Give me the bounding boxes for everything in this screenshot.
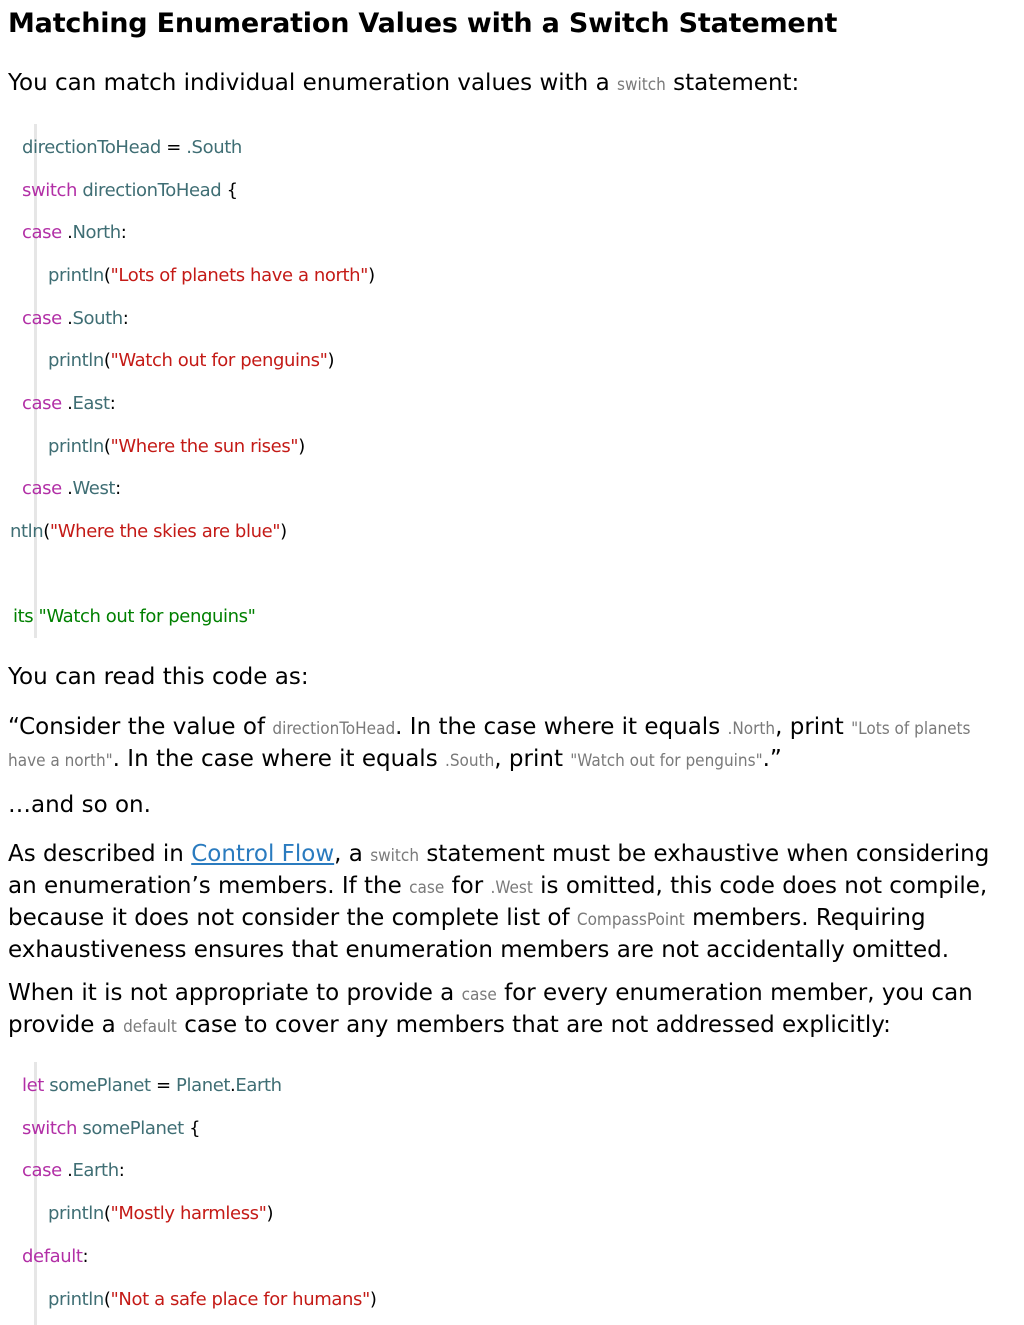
intro-text-end: statement: xyxy=(673,70,800,96)
code-comment: its "Watch out for penguins" xyxy=(13,606,256,627)
code-line: let somePlanet = Planet.Earth xyxy=(22,1075,282,1096)
code-line: println("Watch out for penguins") xyxy=(48,350,335,371)
code-line: default: xyxy=(22,1246,89,1267)
quote-paragraph: “Consider the value of directionToHead. In the case where it equals .North, print "Lots of planets have a north". In the case where it equals .South, print "Watch out for penguins".” xyxy=(8,714,971,772)
control-flow-link[interactable]: Control Flow xyxy=(191,841,335,867)
inline-code: directionToHead xyxy=(272,719,396,739)
inline-code: .West xyxy=(490,878,533,898)
code-line: case .South: xyxy=(22,308,129,329)
code-line: println("Mostly harmless") xyxy=(48,1203,274,1224)
code-line: println("Lots of planets have a north") xyxy=(48,265,375,286)
inline-code: case xyxy=(409,878,445,898)
code-block-switch-direction xyxy=(10,124,375,638)
inline-code: case xyxy=(461,985,497,1005)
code-line: case .Earth: xyxy=(22,1160,125,1181)
inline-code: default xyxy=(123,1017,177,1037)
inline-code: "Watch out for penguins" xyxy=(570,751,763,771)
section-heading: Matching Enumeration Values with a Switch Statement xyxy=(8,8,838,39)
code-line: ntln("Where the skies are blue") xyxy=(10,521,287,542)
code-line: switch somePlanet { xyxy=(22,1118,201,1139)
inline-code: .North xyxy=(727,719,776,739)
code-line: switch directionToHead { xyxy=(22,180,238,201)
code-line: case .West: xyxy=(22,478,121,499)
code-line: println("Where the sun rises") xyxy=(48,436,305,457)
code-line: case .East: xyxy=(22,393,116,414)
code-block-switch-planet xyxy=(22,1062,377,1325)
and-so-on-paragraph: …and so on. xyxy=(8,792,151,818)
default-paragraph: When it is not appropriate to provide a case for every enumeration member, you can provide a default case to cover any members that are not addressed explicitly: xyxy=(8,980,973,1038)
code-line: println("Not a safe place for humans") xyxy=(48,1289,377,1310)
code-line: directionToHead = .South xyxy=(22,137,242,158)
exhaustive-paragraph: As described in Control Flow, a switch statement must be exhaustive when considering an enumeration’s members. If the case for .West is omitted, this code does not compile, because it does not consider the complete list of CompassPoint members. Requiring exhaustiveness ensures that enumeration members are not accidentally omitted. xyxy=(8,841,990,963)
intro-paragraph xyxy=(8,68,1008,100)
code-line: case .North: xyxy=(22,222,127,243)
inline-code: CompassPoint xyxy=(576,910,685,930)
inline-code: "Lots of planets have a north" xyxy=(8,719,971,771)
inline-code: .South xyxy=(444,751,495,771)
read-as-paragraph: You can read this code as: xyxy=(8,664,309,690)
intro-text: You can match individual enumeration values with a xyxy=(8,70,610,96)
inline-code-switch: switch xyxy=(616,75,666,95)
inline-code: switch xyxy=(370,846,420,866)
